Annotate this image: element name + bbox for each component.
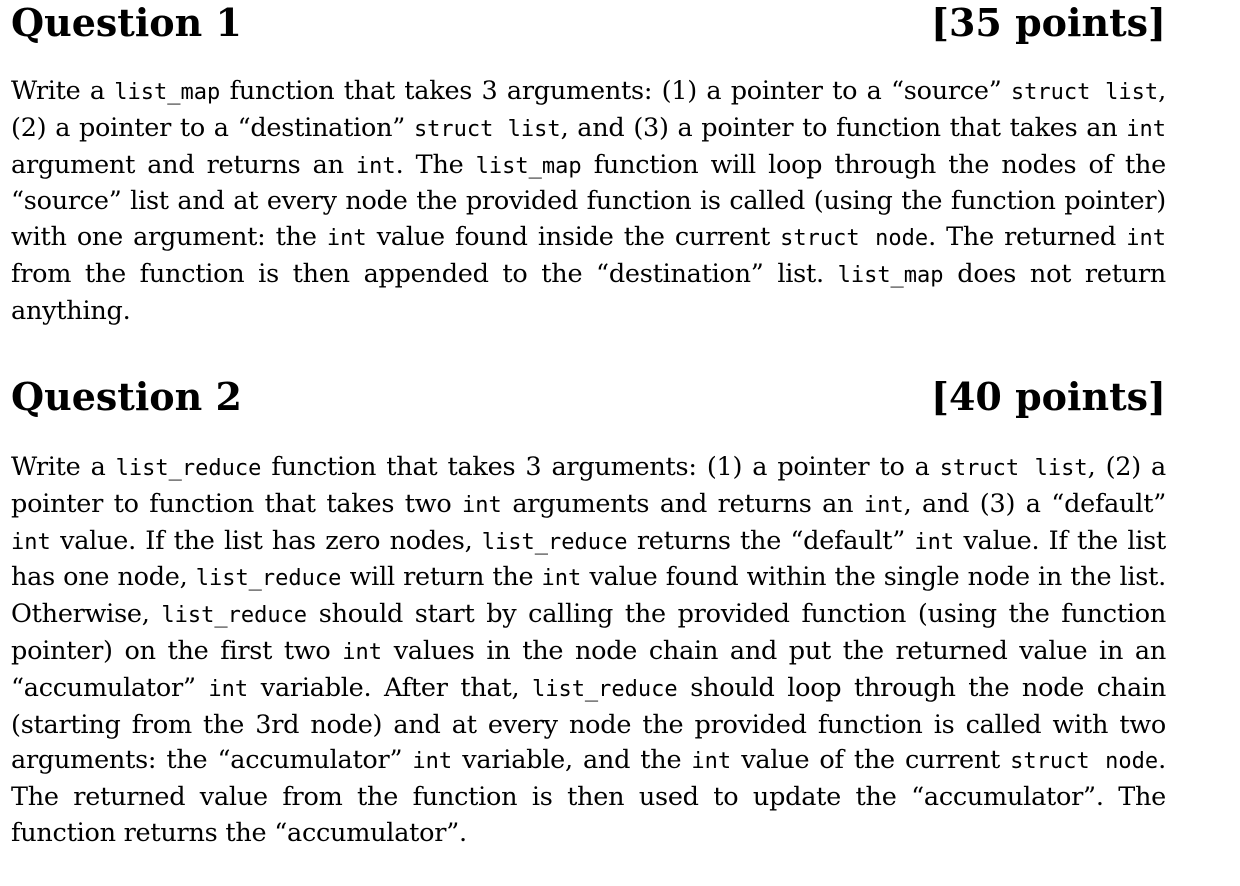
paragraph-text: variable. After that, bbox=[248, 672, 532, 703]
paragraph-text: value found within the single node in the list. Otherwise, bbox=[11, 562, 1166, 630]
paragraph-text: should start by calling the provided function (using the function pointer) on the first two bbox=[11, 599, 1166, 666]
paragraph-text: Write a bbox=[11, 76, 115, 106]
inline-code: list_reduce bbox=[115, 456, 262, 481]
inline-code: int bbox=[1126, 226, 1166, 252]
inline-code: int bbox=[1126, 116, 1166, 142]
inline-code: struct list bbox=[413, 116, 561, 142]
inline-code: struct list bbox=[939, 456, 1088, 481]
inline-code: list_reduce bbox=[531, 676, 678, 702]
paragraph-text: values in the node chain and put the returned value in an “accumulator” bbox=[11, 635, 1166, 703]
paragraph-text: , and (3) a pointer to function that takes an bbox=[560, 112, 1127, 143]
inline-code: int bbox=[462, 492, 502, 518]
question-1-body bbox=[11, 74, 1166, 330]
paragraph-text: should loop through the node chain (starting from the 3rd node) and at every node the provided function is called with two arguments: the “accumulator” bbox=[11, 672, 1166, 776]
question-1-title: Question 1 bbox=[11, 0, 242, 45]
inline-code: int bbox=[208, 676, 249, 702]
paragraph-text: will return the bbox=[341, 562, 542, 593]
inline-code: int bbox=[541, 566, 582, 592]
question-1-heading bbox=[11, 0, 1166, 46]
paragraph-text: value. If the list has one node, bbox=[11, 525, 1166, 593]
paragraph-text: , and (3) a “default” bbox=[903, 488, 1166, 519]
paragraph-text: . The returned bbox=[928, 222, 1127, 253]
paragraph-text: Write a bbox=[11, 452, 116, 482]
inline-code: int bbox=[863, 492, 904, 518]
inline-code: int bbox=[914, 529, 955, 555]
inline-code: struct node bbox=[780, 226, 929, 252]
question-1-points: [35 points] bbox=[931, 0, 1166, 45]
inline-code: list_reduce bbox=[161, 603, 308, 629]
paragraph-text: . The bbox=[395, 149, 476, 180]
inline-code: struct node bbox=[1010, 749, 1159, 775]
paragraph-text: function that takes 3 arguments: (1) a pointer to a bbox=[261, 452, 940, 482]
paragraph-text: value of the current bbox=[731, 745, 1011, 776]
question-2-title: Question 2 bbox=[11, 374, 242, 419]
inline-code: struct list bbox=[1010, 80, 1159, 105]
paragraph-text: . The returned value from the function is then used to update the “accumulator”. The function returns the “accumulator”. bbox=[11, 745, 1166, 848]
paragraph-text: function will loop through the nodes of the “source” list and at every node the provided function is called (using the function pointer) with one argument: the bbox=[11, 149, 1166, 253]
question-2-points: [40 points] bbox=[931, 374, 1166, 419]
question-2-heading bbox=[11, 374, 1166, 420]
inline-code: int bbox=[326, 226, 367, 252]
paragraph-text: value found inside the current bbox=[366, 222, 781, 253]
paragraph-text: function that takes 3 arguments: (1) a pointer to a “source” bbox=[220, 76, 1011, 106]
paragraph-text: arguments and returns an bbox=[501, 488, 864, 519]
inline-code: int bbox=[11, 529, 51, 555]
paragraph-text: returns the “default” bbox=[627, 525, 915, 556]
paragraph-text: , (2) a pointer to function that takes two bbox=[11, 452, 1166, 519]
paragraph-text: variable, and the bbox=[452, 745, 692, 776]
inline-code: list_reduce bbox=[481, 529, 628, 555]
paragraph-text: , (2) a pointer to a “destination” bbox=[11, 76, 1166, 143]
inline-code: int bbox=[691, 749, 732, 775]
paragraph-text: does not return anything. bbox=[11, 258, 1166, 326]
paragraph-text: from the function is then appended to the “destination” list. bbox=[11, 258, 838, 289]
inline-code: int bbox=[412, 749, 453, 775]
inline-code: int bbox=[355, 153, 396, 179]
inline-code: list_map bbox=[114, 80, 221, 105]
inline-code: list_map bbox=[475, 153, 582, 179]
paragraph-text: value. If the list has zero nodes, bbox=[50, 525, 482, 556]
paragraph-text: argument and returns an bbox=[11, 149, 356, 180]
inline-code: list_reduce bbox=[195, 566, 342, 592]
inline-code: list_map bbox=[837, 262, 944, 288]
inline-code: int bbox=[342, 639, 383, 665]
question-2-body bbox=[11, 450, 1166, 852]
